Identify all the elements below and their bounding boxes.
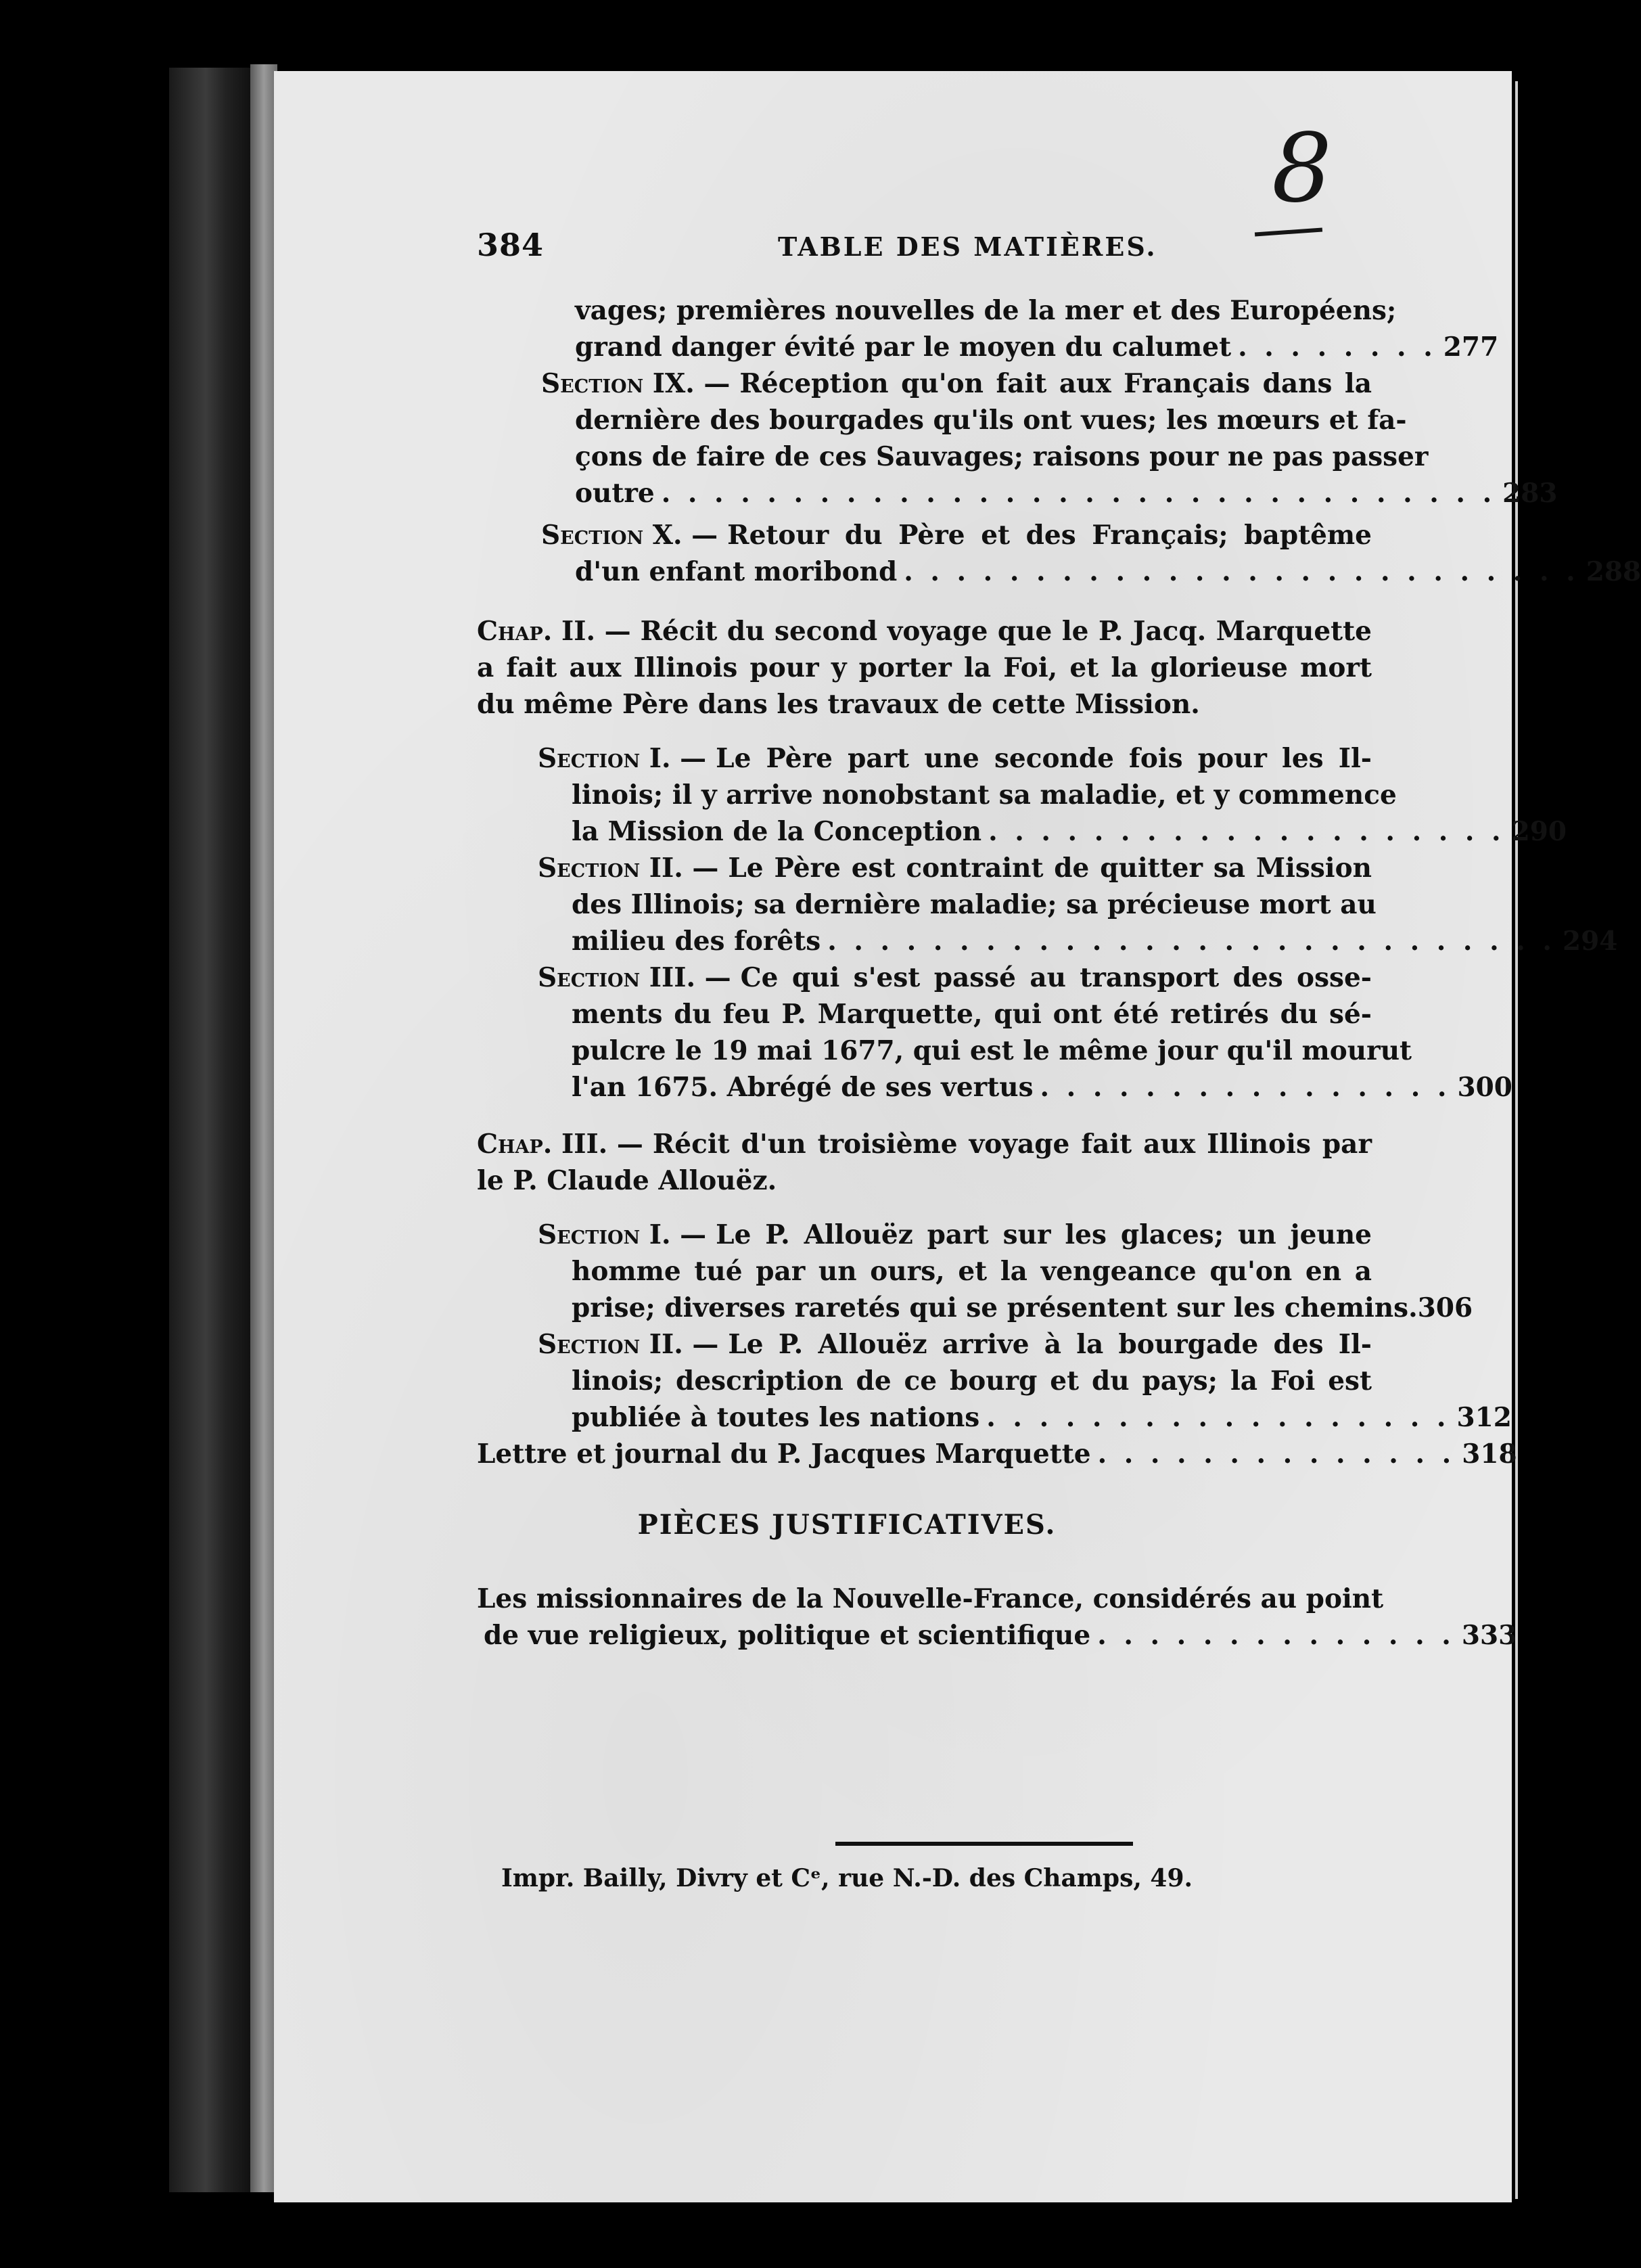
entry-label: Section I. — (538, 1219, 707, 1250)
entry-line: Retour du Père et des Français; baptême (727, 520, 1372, 551)
entry-line: Réception qu'on fait aux Français dans la (739, 368, 1372, 399)
printer-imprint: Impr. Bailly, Divry et Cᵉ, rue N.-D. des Champs, 49. (501, 1864, 1193, 1892)
entry-line: prise; diverses raretés qui se présentent sur les chemins. (572, 1292, 1418, 1323)
entry-line: outre (575, 478, 655, 509)
entry-line: de vue religieux, politique et scientifique (484, 1620, 1091, 1651)
entry-label: Section IX. — (541, 368, 731, 399)
scan-border (1512, 0, 1558, 2268)
entry-label: Section X. — (541, 520, 718, 551)
handwritten-page-mark: 8 (1272, 114, 1333, 224)
entry-line: Le Père est contraint de quitter sa Mission (728, 853, 1372, 884)
entry-line: Récit d'un troisième voyage fait aux Illinois par (652, 1129, 1372, 1160)
toc-entry (575, 292, 1499, 365)
toc-entry (538, 959, 1512, 1106)
entry-label: Section II. — (538, 853, 719, 884)
toc-entry (477, 1581, 1517, 1654)
entry-line: Les missionnaires de la Nouvelle-France, considérés au point (477, 1583, 1384, 1614)
entry-line: Ce qui s'est passé au transport des osse- (740, 962, 1372, 993)
entry-line: des Illinois; sa dernière maladie; sa précieuse mort au (572, 889, 1377, 920)
entry-page: 277 (1443, 332, 1499, 363)
entry-line: l'an 1675. Abrégé de ses vertus (572, 1072, 1034, 1103)
page-number: 384 (477, 227, 545, 263)
dot-leader: . . . . . . . . . . . . . . . . . . . . . . . . . . . . . . . . (661, 478, 1496, 509)
entry-label: Section I. — (538, 743, 707, 774)
entry-line: d'un enfant moribond (575, 556, 898, 587)
entry-page: 306 (1417, 1292, 1473, 1323)
entry-label: Section II. — (538, 1329, 719, 1360)
toc-entry (538, 740, 1567, 850)
entry-page: 283 (1502, 478, 1558, 509)
entry-line: grand danger évité par le moyen du calumet (575, 332, 1232, 363)
toc-entry (541, 365, 1558, 512)
dot-leader: . . . . . . . . (1238, 332, 1437, 363)
toc-entry (538, 1326, 1512, 1436)
entry-line: Le P. Allouëz part sur les glaces; un jeune (716, 1219, 1372, 1250)
dot-leader: . . . . . . . . . . . . . . . . (1040, 1072, 1451, 1103)
entry-page: 333 (1461, 1620, 1517, 1651)
entry-line: homme tué par un ours, et la vengeance qu'on en a (572, 1256, 1372, 1287)
entry-page: 318 (1462, 1438, 1517, 1470)
toc-entry (538, 850, 1618, 959)
section-heading: PIÈCES JUSTIFICATIVES. (637, 1509, 1057, 1541)
dot-leader: . . . . . . . . . . . . . . (1097, 1620, 1455, 1651)
entry-line: Le P. Allouëz arrive à la bourgade des Il- (728, 1329, 1372, 1360)
entry-line: milieu des forêts (572, 926, 821, 957)
entry-label: Section III. — (538, 962, 731, 993)
entry-page: 290 (1511, 816, 1567, 847)
entry-line: ments du feu P. Marquette, qui ont été retirés du sé- (572, 999, 1372, 1030)
entry-line: Le Père part une seconde fois pour les Il- (716, 743, 1372, 774)
entry-line: Récit du second voyage que le P. Jacq. Marquette (640, 616, 1372, 647)
entry-line: a fait aux Illinois pour y porter la Foi, et la glorieuse mort (477, 652, 1372, 683)
entry-line: la Mission de la Conception (572, 816, 982, 847)
entry-line: pulcre le 19 mai 1677, qui est le même jour qu'il mourut (572, 1035, 1412, 1066)
toc-entry (477, 1126, 1429, 1199)
dot-leader: . . . . . . . . . . . . . . . . . . . . (988, 816, 1505, 847)
toc-entry (477, 613, 1429, 723)
entry-line: dernière des bourgades qu'ils ont vues; les mœurs et fa- (575, 405, 1407, 436)
entry-page: 294 (1562, 926, 1618, 957)
entry-line: linois; il y arrive nonobstant sa maladie, et y commence (572, 779, 1397, 811)
dot-leader: . . . . . . . . . . . . . . . . . . (986, 1402, 1450, 1433)
toc-entry (538, 1217, 1473, 1326)
entry-line: le P. Claude Allouëz. (477, 1165, 777, 1196)
entry-line: publiée à toutes les nations (572, 1402, 980, 1433)
dot-leader: . . . . . . . . . . . . . . . . . . . . . . . . . . (904, 556, 1579, 587)
entry-page: 312 (1456, 1402, 1512, 1433)
entry-page: 300 (1457, 1072, 1512, 1103)
entry-line: vages; premières nouvelles de la mer et des Européens; (575, 295, 1397, 326)
entry-label: Chap. III. — (477, 1129, 643, 1160)
dot-leader: . . . . . . . . . . . . . . . . . . . . . . . . . . . . (827, 926, 1556, 957)
closing-rule (835, 1842, 1133, 1846)
entry-line: du même Père dans les travaux de cette Mission. (477, 689, 1200, 720)
entry-page: 288 (1586, 556, 1641, 587)
dot-leader: . . . . . . . . . . . . . . (1097, 1438, 1456, 1470)
entry-line: çons de faire de ces Sauvages; raisons pour ne pas passer (575, 441, 1429, 472)
entry-line: Lettre et journal du P. Jacques Marquette (477, 1438, 1091, 1470)
entry-label: Chap. II. — (477, 616, 631, 647)
running-title: TABLE DES MATIÈRES. (778, 231, 1157, 262)
entry-line: linois; description de ce bourg et du pays; la Foi est (572, 1365, 1372, 1397)
toc-entry (541, 517, 1641, 590)
toc-entry (477, 1436, 1517, 1472)
